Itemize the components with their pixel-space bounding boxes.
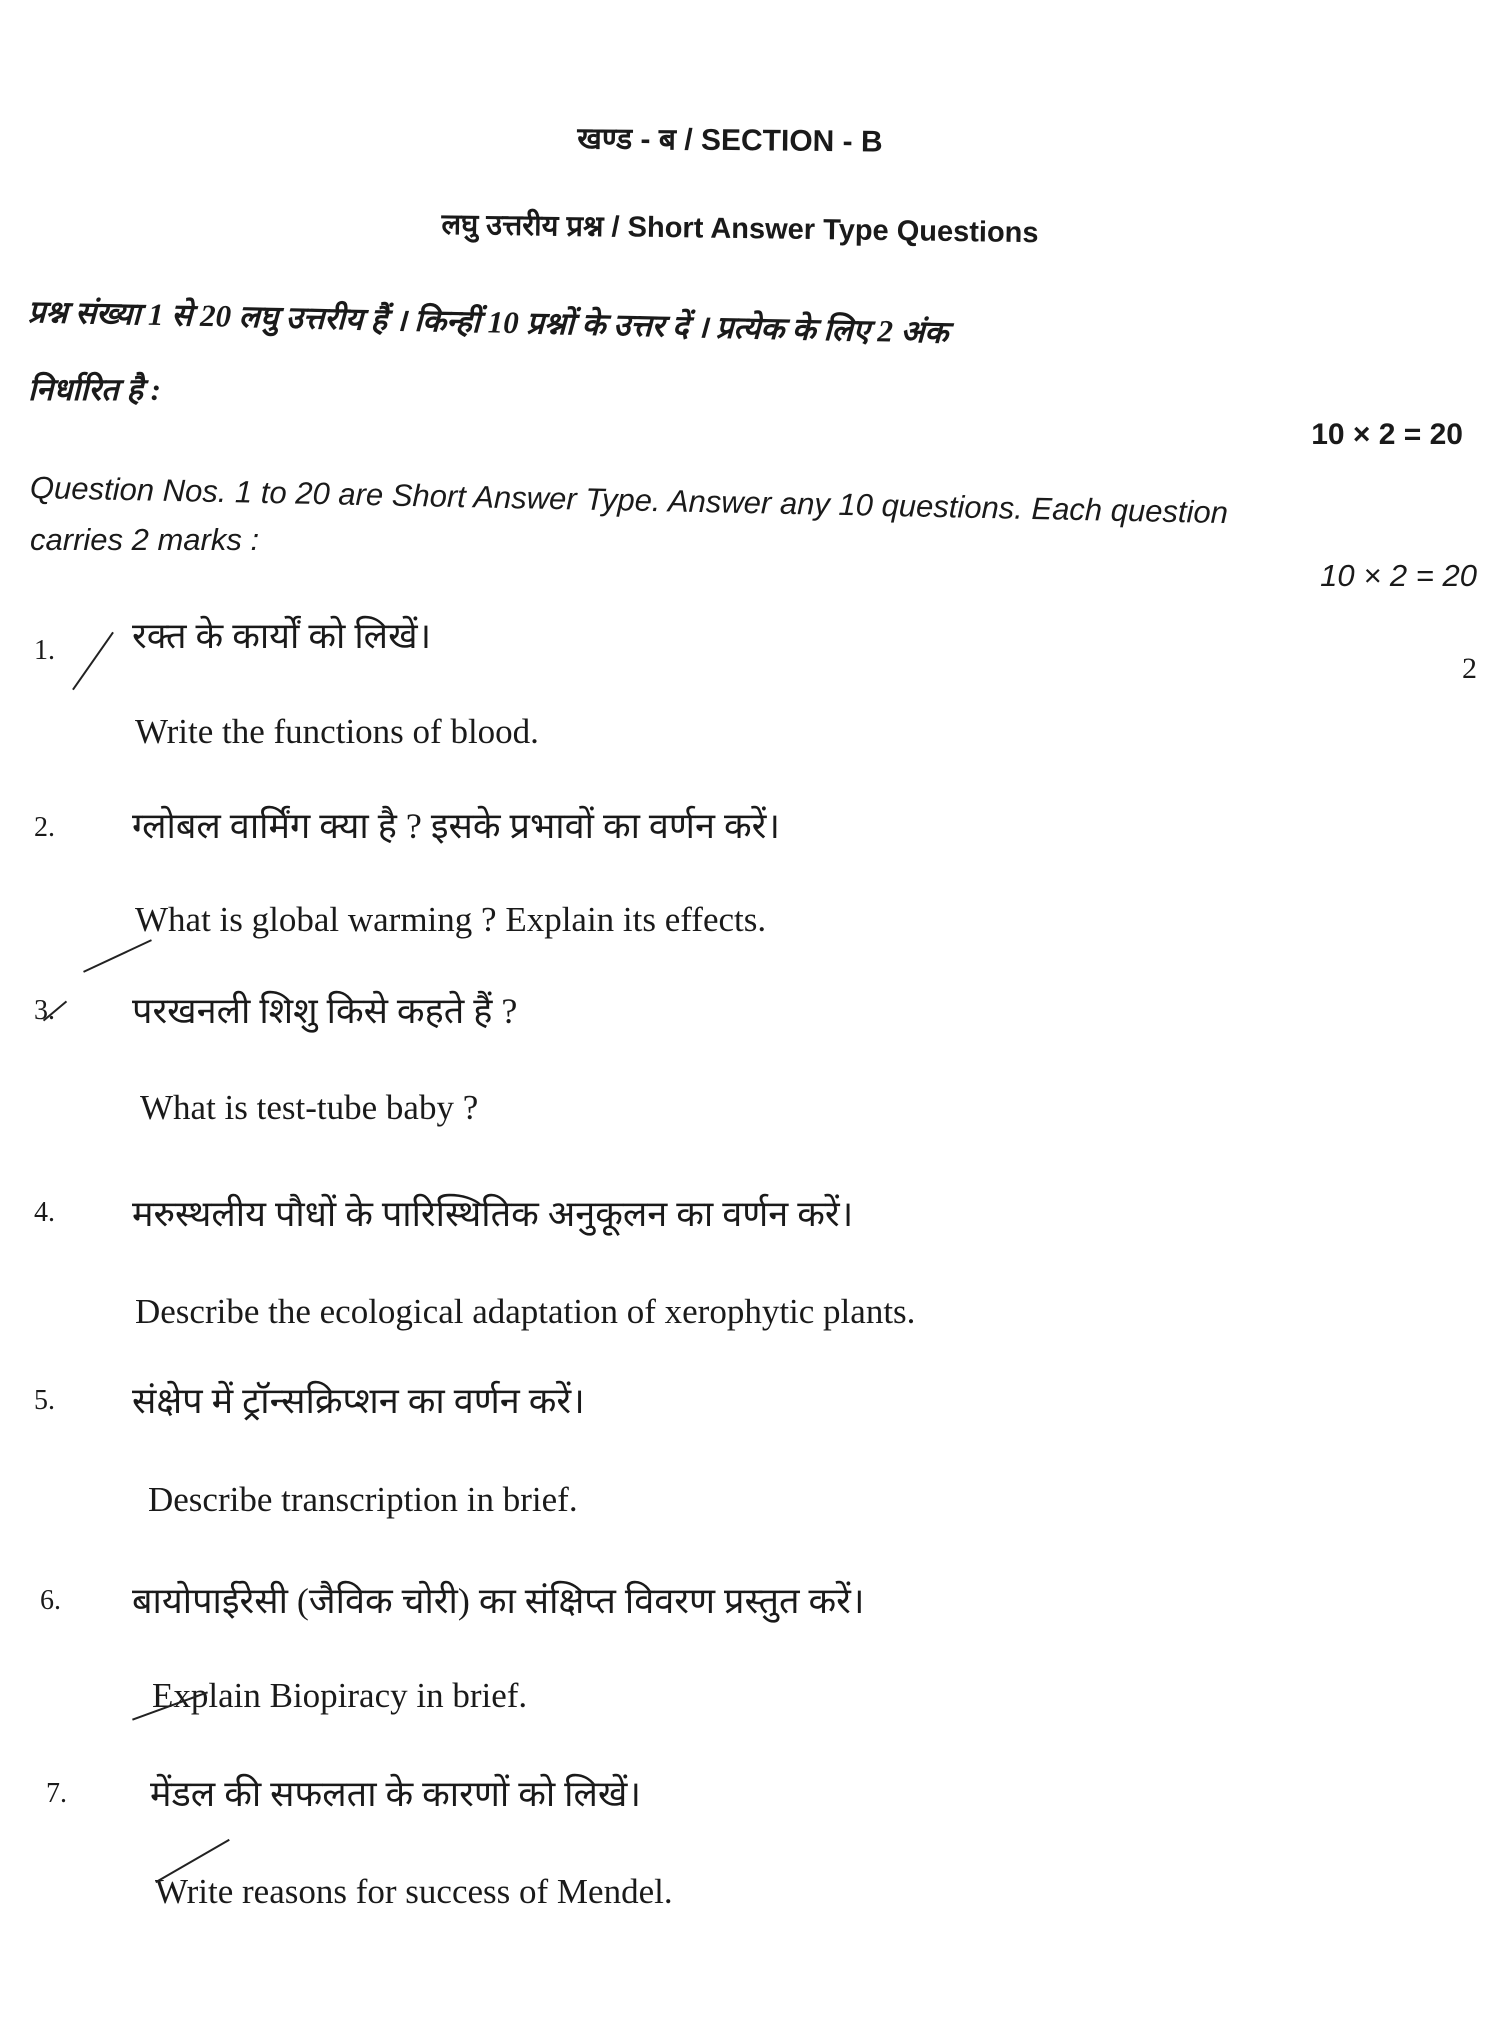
- section-subtitle: लघु उत्तरीय प्रश्न / Short Answer Type Questions: [441, 208, 1039, 250]
- english-instruction-cont: carries 2 marks :: [30, 522, 260, 557]
- question-number: 7.: [46, 1778, 67, 1809]
- question-english: Describe the ecological adaptation of xerophytic plants.: [135, 1292, 916, 1331]
- question-hindi: रक्त के कार्यों को लिखें।: [132, 616, 432, 656]
- question-hindi: बायोपाईरेसी (जैविक चोरी) का संक्षिप्त विवरण प्रस्तुत करें।: [132, 1581, 865, 1621]
- question-hindi: मरुस्थलीय पौधों के पारिस्थितिक अनुकूलन का वर्णन करें।: [132, 1194, 854, 1234]
- question-hindi: मेंडल की सफलता के कारणों को लिखें।: [150, 1774, 642, 1814]
- question-marks: 2: [1462, 652, 1477, 685]
- question-hindi: ग्लोबल वार्मिंग क्या है ? इसके प्रभावों का वर्णन करें।: [132, 806, 780, 846]
- question-english: What is global warming ? Explain its effects.: [135, 900, 767, 939]
- question-english: Explain Biopiracy in brief.: [152, 1676, 528, 1715]
- english-marks: 10 × 2 = 20: [1320, 558, 1477, 593]
- question-english: Write reasons for success of Mendel.: [155, 1872, 673, 1911]
- section-title: खण्ड - ब / SECTION - B: [577, 122, 883, 159]
- english-instruction: Question Nos. 1 to 20 are Short Answer Type. Answer any 10 questions. Each question: [29, 470, 1229, 531]
- question-english: What is test-tube baby ?: [140, 1088, 479, 1127]
- question-number: 6.: [40, 1585, 61, 1616]
- question-english: Write the functions of blood.: [135, 712, 539, 751]
- question-hindi: संक्षेप में ट्रॉन्सक्रिप्शन का वर्णन करें।: [132, 1381, 585, 1421]
- pen-tick-mark: [83, 939, 152, 973]
- question-number: 1.: [34, 635, 55, 666]
- hindi-marks: 10 × 2 = 20: [1311, 418, 1463, 451]
- hindi-instruction-cont: निर्धारित है :: [28, 372, 161, 407]
- question-hindi: परखनली शिशु किसे कहते हैं ?: [132, 991, 518, 1031]
- question-number: 3.: [34, 995, 55, 1026]
- pen-tick-mark: [72, 632, 114, 690]
- hindi-instruction: प्रश्न संख्या 1 से 20 लघु उत्तरीय हैं । किन्हीं 10 प्रश्नों के उत्तर दें । प्रत्येक के लिए 2 अंक: [27, 294, 949, 350]
- question-number: 2.: [34, 812, 55, 843]
- question-number: 5.: [34, 1385, 55, 1416]
- question-english: Describe transcription in brief.: [148, 1480, 578, 1519]
- question-number: 4.: [34, 1197, 55, 1228]
